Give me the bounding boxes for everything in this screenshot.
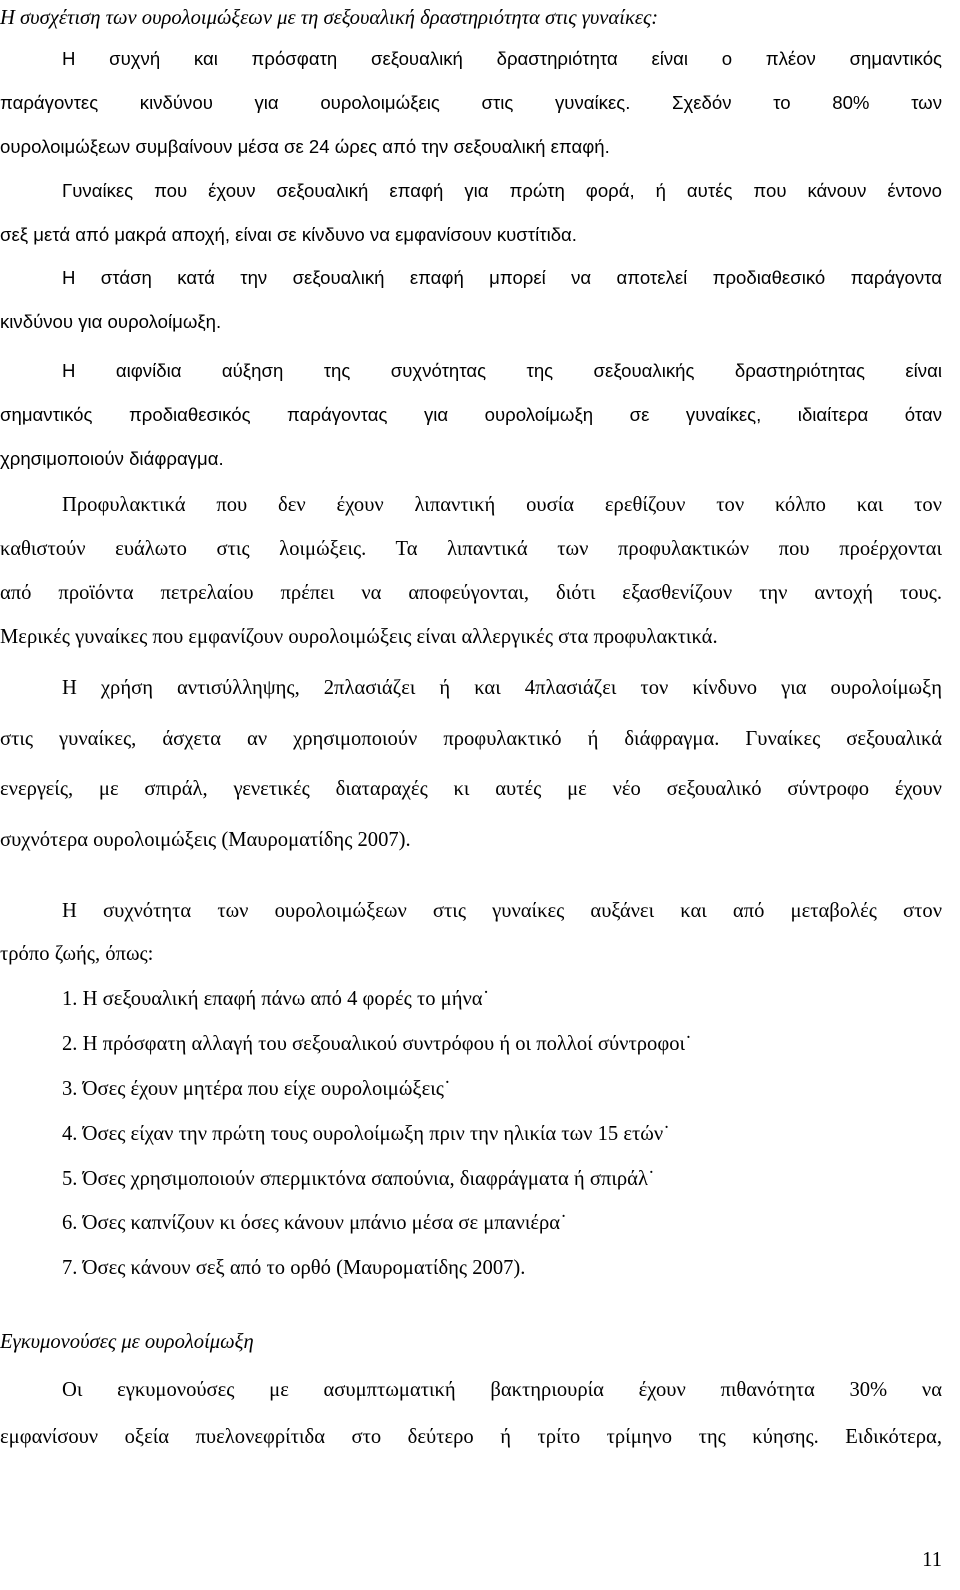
paragraph-line: Η χρήση αντισύλληψης, 2πλασιάζει ή και 4πλασιάζει τον κίνδυνο για ουρολοίμωξη <box>62 677 942 699</box>
list-item: 1. Η σεξουαλική επαφή πάνω από 4 φορές το μήνα˙ <box>62 988 490 1010</box>
paragraph-line: από προϊόντα πετρελαίου πρέπει να αποφεύγονται, διότι εξασθενίζουν την αντοχή τους. <box>0 582 942 604</box>
paragraph-line: ουρολοιμώξεων συμβαίνουν μέσα σε 24 ώρες από την σεξουαλική επαφή. <box>0 136 610 157</box>
paragraph-line: Γυναίκες που έχουν σεξουαλική επαφή για πρώτη φορά, ή αυτές που κάνουν έντονο <box>62 180 942 201</box>
list-item: 7. Όσες κάνουν σεξ από το ορθό (Μαυροματίδης 2007). <box>62 1257 526 1279</box>
paragraph-line: Οι εγκυμονούσες με ασυμπτωματική βακτηριουρία έχουν πιθανότητα 30% να <box>62 1379 942 1401</box>
paragraph-line: Προφυλακτικά που δεν έχουν λιπαντική ουσία ερεθίζουν τον κόλπο και τον <box>62 494 942 516</box>
paragraph-line: καθιστούν ευάλωτο στις λοιμώξεις. Τα λιπαντικά των προφυλακτικών που προέρχονται <box>0 538 942 560</box>
paragraph-line: παράγοντες κινδύνου για ουρολοιμώξεις στις γυναίκες. Σχεδόν το 80% των <box>0 92 942 113</box>
section-heading: Η συσχέτιση των ουρολοιμώξεων με τη σεξουαλική δραστηριότητα στις γυναίκες: <box>0 7 659 29</box>
paragraph-line: σημαντικός προδιαθεσικός παράγοντας για ουρολοίμωξη σε γυναίκες, ιδιαίτερα όταν <box>0 404 942 425</box>
paragraph-line: Μερικές γυναίκες που εμφανίζουν ουρολοιμώξεις είναι αλλεργικές στα προφυλακτικά. <box>0 626 718 648</box>
list-item: 3. Όσες έχουν μητέρα που είχε ουρολοιμώξεις˙ <box>62 1078 451 1100</box>
paragraph-line: Η συχνή και πρόσφατη σεξουαλική δραστηριότητα είναι ο πλέον σημαντικός <box>62 48 942 69</box>
list-item: 2. Η πρόσφατη αλλαγή του σεξουαλικού συντρόφου ή οι πολλοί σύντροφοι˙ <box>62 1033 692 1055</box>
paragraph-line: Η αιφνίδια αύξηση της συχνότητας της σεξουαλικής δραστηριότητας είναι <box>62 360 942 381</box>
page-number: 11 <box>922 1549 942 1571</box>
list-item: 4. Όσες είχαν την πρώτη τους ουρολοίμωξη πριν την ηλικία των 15 ετών˙ <box>62 1123 670 1145</box>
paragraph-line: κινδύνου για ουρολοίμωξη. <box>0 311 222 332</box>
paragraph-line: τρόπο ζωής, όπως: <box>0 943 154 965</box>
paragraph-line: συχνότερα ουρολοιμώξεις (Μαυροματίδης 2007). <box>0 829 411 851</box>
paragraph-line: στις γυναίκες, άσχετα αν χρησιμοποιούν προφυλακτικό ή διάφραγμα. Γυναίκες σεξουαλικά <box>0 728 942 750</box>
paragraph-line: ενεργείς, με σπιράλ, γενετικές διαταραχές κι αυτές με νέο σεξουαλικό σύντροφο έχουν <box>0 778 942 800</box>
list-item: 6. Όσες καπνίζουν κι όσες κάνουν μπάνιο μέσα σε μπανιέρα˙ <box>62 1212 567 1234</box>
paragraph-line: σεξ μετά από μακρά αποχή, είναι σε κίνδυνο να εμφανίσουν κυστίτιδα. <box>0 224 577 245</box>
paragraph-line: Η συχνότητα των ουρολοιμώξεων στις γυναίκες αυξάνει και από μεταβολές στον <box>62 900 942 922</box>
paragraph-line: εμφανίσουν οξεία πυελονεφρίτιδα στο δεύτερο ή τρίτο τρίμηνο της κύησης. Ειδικότερα, <box>0 1426 942 1448</box>
section-heading: Εγκυμονούσες με ουρολοίμωξη <box>0 1331 254 1353</box>
paragraph-line: χρησιμοποιούν διάφραγμα. <box>0 448 224 469</box>
paragraph-line: Η στάση κατά την σεξουαλική επαφή μπορεί να αποτελεί προδιαθεσικό παράγοντα <box>62 267 942 288</box>
list-item: 5. Όσες χρησιμοποιούν σπερμικτόνα σαπούνια, διαφράγματα ή σπιράλ˙ <box>62 1168 655 1190</box>
